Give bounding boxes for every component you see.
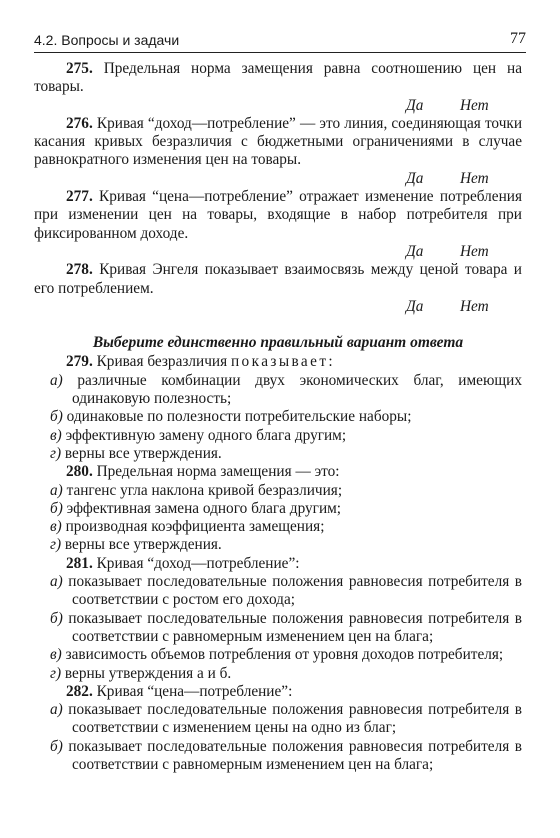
- page-body: [34, 60, 522, 774]
- question-stem: Кривая “доход—потребление”:: [96, 554, 300, 572]
- option: [44, 536, 522, 554]
- option: [44, 500, 522, 518]
- option: [44, 408, 522, 426]
- question-number: 275.: [66, 60, 93, 77]
- question-277: [34, 188, 522, 243]
- question-stem: Предельная норма замещения — это:: [96, 463, 340, 481]
- option-letter: а): [50, 481, 63, 499]
- question-281: [34, 555, 522, 573]
- option-letter: а): [50, 701, 63, 719]
- option: [44, 646, 522, 664]
- option-text: зависимость объемов потребления от уровня доходов потребителя;: [65, 646, 504, 664]
- section-title: 4.2. Вопросы и задачи: [34, 32, 180, 48]
- answer-no: Нет: [460, 242, 489, 260]
- option-letter: в): [50, 518, 62, 536]
- question-number: 281.: [66, 554, 93, 572]
- option-letter: г): [50, 536, 62, 554]
- question-text: Кривая “доход—потребление” — это линия, соединяющая точки касания кривых безразличия с бюджетными ограничениями в случае равнократного изменения цен на товары.: [34, 114, 523, 169]
- answer-yes: Да: [406, 297, 424, 315]
- question-number: 279.: [66, 353, 93, 371]
- answer-no: Нет: [460, 297, 489, 315]
- answer-no: Нет: [460, 96, 489, 114]
- option-letter: б): [50, 408, 63, 426]
- running-header: [34, 30, 526, 53]
- question-stem: Кривая безразличия: [96, 353, 231, 371]
- question-number: 276.: [66, 114, 93, 132]
- answer-choices: [34, 97, 522, 115]
- question-276: [34, 115, 522, 170]
- section-heading: Выберите единственно правильный вариант ответа: [92, 334, 464, 352]
- option: [44, 518, 522, 536]
- option-letter: б): [50, 737, 63, 755]
- question-280: [34, 463, 522, 481]
- option-text: показывает последовательные положения равновесия потребителя в соответствии с равномерным изменением цен на блага;: [68, 737, 522, 773]
- option: [44, 482, 522, 500]
- option-text: производная коэффициента замещения;: [65, 518, 325, 536]
- option: [44, 665, 522, 683]
- question-number: 282.: [66, 682, 93, 700]
- option-letter: в): [50, 646, 62, 664]
- question-number: 278.: [66, 261, 93, 279]
- option-text: показывает последовательные положения равновесия потребителя в соответствии с ростом его дохода;: [68, 573, 522, 609]
- option-text: эффективную замену одного блага другим;: [65, 426, 347, 444]
- answer-choices: [34, 298, 522, 316]
- option-letter: а): [50, 573, 63, 591]
- question-282: [34, 683, 522, 701]
- option: [44, 573, 522, 610]
- option: [44, 701, 522, 738]
- question-text: Кривая Энгеля показывает взаимосвязь между ценой товара и его потреблением.: [34, 261, 522, 297]
- page-number: 77: [510, 30, 526, 47]
- question-279: [34, 353, 522, 371]
- answer-no: Нет: [460, 169, 489, 187]
- option-text: показывает последовательные положения равновесия потребителя в соответствии с равномерным изменением цен на блага;: [68, 609, 522, 645]
- question-278: [34, 261, 522, 298]
- option-letter: б): [50, 609, 63, 627]
- question-text: Предельная норма замещения равна соотношению цен на товары.: [34, 60, 522, 96]
- answer-yes: Да: [406, 169, 424, 187]
- answer-choices: [34, 170, 522, 188]
- option: [44, 445, 522, 463]
- question-275: [34, 60, 522, 97]
- option-text: показывает последовательные положения равновесия потребителя в соответствии с изменением цены на одно из благ;: [68, 701, 522, 737]
- option: [44, 738, 522, 775]
- answer-yes: Да: [406, 242, 424, 260]
- question-text: Кривая “цена—потребление” отражает изменение потребления при изменении цен на товары, входящие в набор потребителя при фиксированном доходе.: [34, 188, 523, 242]
- option-letter: а): [50, 371, 63, 389]
- option-text: эффективная замена одного блага другим;: [66, 499, 342, 517]
- option-text: верны все утверждения.: [64, 444, 222, 462]
- option-text: тангенс угла наклона кривой безразличия;: [66, 481, 343, 499]
- option-text: различные комбинации двух экономических благ, имеющих одинаковую полезность;: [72, 371, 522, 408]
- question-number: 280.: [66, 463, 93, 481]
- option: [44, 427, 522, 445]
- question-number: 277.: [66, 188, 93, 206]
- answer-yes: Да: [406, 96, 424, 114]
- question-stem-end: :: [328, 353, 333, 371]
- option-text: верны все утверждения.: [64, 536, 222, 554]
- option-letter: г): [50, 664, 62, 682]
- option: [44, 610, 522, 647]
- option-text: верны утверждения а и б.: [64, 664, 232, 682]
- option-text: одинаковые по полезности потребительские наборы;: [66, 408, 412, 426]
- option: [44, 372, 522, 409]
- question-stem: Кривая “цена—потребление”:: [96, 682, 293, 700]
- option-letter: г): [50, 444, 62, 462]
- option-letter: в): [50, 426, 62, 444]
- option-letter: б): [50, 499, 63, 517]
- answer-choices: [34, 243, 522, 261]
- question-stem-spaced: показывает: [230, 353, 329, 371]
